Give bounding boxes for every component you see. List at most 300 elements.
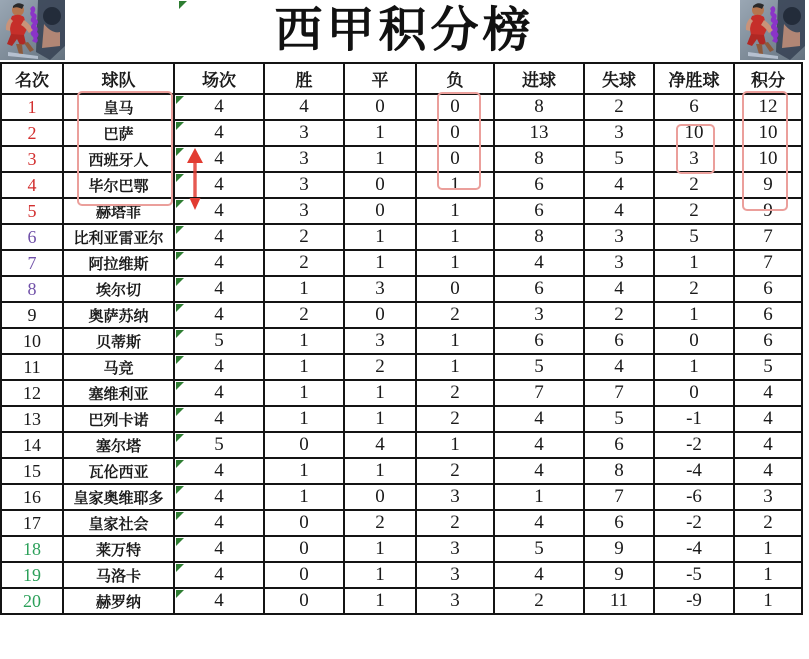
cell-losses[interactable] (416, 224, 494, 250)
cell-team[interactable] (63, 276, 174, 302)
table-row (1, 536, 802, 562)
cell-rank[interactable] (1, 224, 63, 250)
cell-goals-against[interactable] (584, 328, 654, 354)
cell-value: 4 (214, 148, 224, 169)
cell-team[interactable] (63, 562, 174, 588)
cell-losses[interactable] (416, 94, 494, 120)
cell-value: 3 (375, 278, 385, 299)
cell-draws[interactable] (344, 94, 416, 120)
cell-value: 1 (375, 408, 385, 429)
cell-points[interactable] (734, 458, 802, 484)
cell-value: 6 (763, 304, 773, 325)
cell-team[interactable] (63, 354, 174, 380)
cell-value: 0 (375, 486, 385, 507)
cell-draws[interactable] (344, 198, 416, 224)
cell-value: 1 (299, 486, 309, 507)
cell-goal-diff[interactable] (654, 406, 734, 432)
cell-wins[interactable] (264, 484, 344, 510)
cell-team[interactable] (63, 302, 174, 328)
cell-team[interactable] (63, 458, 174, 484)
cell-value: 4 (299, 96, 309, 117)
cell-played[interactable] (174, 276, 264, 302)
cell-goals-for[interactable] (494, 198, 584, 224)
cell-points[interactable] (734, 406, 802, 432)
cell-goals-for[interactable] (494, 224, 584, 250)
cell-value: 0 (450, 96, 460, 117)
cell-goal-diff[interactable] (654, 588, 734, 614)
cell-value: 6 (534, 330, 544, 351)
cell-played[interactable] (174, 328, 264, 354)
cell-points[interactable] (734, 302, 802, 328)
cell-played[interactable] (174, 536, 264, 562)
cell-wins[interactable] (264, 510, 344, 536)
header-played[interactable]: 场次 (174, 63, 264, 94)
cell-goals-against[interactable] (584, 94, 654, 120)
cell-goal-diff[interactable] (654, 458, 734, 484)
cell-value: 6 (534, 174, 544, 195)
cell-goal-diff[interactable] (654, 536, 734, 562)
cell-rank[interactable] (1, 510, 63, 536)
cell-value: 0 (375, 304, 385, 325)
cell-played[interactable] (174, 120, 264, 146)
cell-value: 0 (375, 96, 385, 117)
cell-rank[interactable] (1, 328, 63, 354)
cell-goals-against[interactable] (584, 198, 654, 224)
cell-goals-for[interactable] (494, 484, 584, 510)
cell-wins[interactable] (264, 198, 344, 224)
cell-value: 1 (299, 460, 309, 481)
cell-points[interactable] (734, 328, 802, 354)
cell-draws[interactable] (344, 484, 416, 510)
cell-team[interactable] (63, 536, 174, 562)
cell-goals-against[interactable] (584, 276, 654, 302)
cell-rank[interactable] (1, 354, 63, 380)
cell-draws[interactable] (344, 250, 416, 276)
cell-value: 0 (689, 382, 699, 403)
cell-wins[interactable] (264, 250, 344, 276)
cell-goals-for[interactable] (494, 380, 584, 406)
cell-goals-for[interactable] (494, 276, 584, 302)
cell-team[interactable] (63, 198, 174, 224)
cell-goal-diff[interactable] (654, 484, 734, 510)
cell-value: 4 (214, 252, 224, 273)
cell-goal-diff[interactable] (654, 510, 734, 536)
cell-value: 14 (23, 434, 41, 455)
cell-value: 1 (450, 356, 460, 377)
cell-goals-for[interactable] (494, 302, 584, 328)
cell-team[interactable] (63, 406, 174, 432)
cell-value: 7 (534, 382, 544, 403)
cell-value: 1 (375, 590, 385, 611)
cell-value: 1 (27, 96, 37, 117)
cell-points[interactable] (734, 380, 802, 406)
cell-draws[interactable] (344, 562, 416, 588)
cell-draws[interactable] (344, 458, 416, 484)
cell-value: 5 (27, 200, 37, 221)
cell-value: 4 (214, 122, 224, 143)
cell-value: 0 (375, 174, 385, 195)
cell-value: 4 (214, 538, 224, 559)
cell-rank[interactable] (1, 536, 63, 562)
cell-value: 7 (614, 382, 624, 403)
cell-team[interactable] (63, 432, 174, 458)
cell-goals-against[interactable] (584, 406, 654, 432)
cell-goals-for[interactable] (494, 120, 584, 146)
cell-goals-for[interactable] (494, 432, 584, 458)
cell-goals-against[interactable] (584, 484, 654, 510)
cell-points[interactable] (734, 484, 802, 510)
table-row (1, 120, 802, 146)
table-row (1, 458, 802, 484)
cell-rank[interactable] (1, 406, 63, 432)
cell-points[interactable] (734, 172, 802, 198)
cell-value: 2 (689, 200, 699, 221)
cell-losses[interactable] (416, 406, 494, 432)
cell-value: 0 (299, 512, 309, 533)
header-losses[interactable]: 负 (416, 63, 494, 94)
cell-goal-diff[interactable] (654, 276, 734, 302)
cell-points[interactable] (734, 510, 802, 536)
cell-draws[interactable] (344, 302, 416, 328)
cell-value: 5 (214, 330, 224, 351)
cell-wins[interactable] (264, 172, 344, 198)
cell-wins[interactable] (264, 380, 344, 406)
cell-rank[interactable] (1, 172, 63, 198)
cell-played[interactable] (174, 484, 264, 510)
cell-goals-for[interactable] (494, 94, 584, 120)
cell-rank[interactable] (1, 432, 63, 458)
basketball-players-art-right-icon (740, 0, 805, 60)
cell-draws[interactable] (344, 276, 416, 302)
cell-team[interactable] (63, 484, 174, 510)
cell-value: 贝蒂斯 (95, 334, 141, 351)
cell-goals-against[interactable] (584, 588, 654, 614)
cell-losses[interactable] (416, 172, 494, 198)
cell-rank[interactable] (1, 562, 63, 588)
cell-points[interactable] (734, 354, 802, 380)
cell-rank[interactable] (1, 458, 63, 484)
cell-value: 2 (763, 512, 773, 533)
cell-wins[interactable] (264, 328, 344, 354)
cell-losses[interactable] (416, 328, 494, 354)
cell-goals-against[interactable] (584, 172, 654, 198)
cell-value: 18 (23, 538, 41, 559)
cell-goals-against[interactable] (584, 250, 654, 276)
cell-goals-against[interactable] (584, 380, 654, 406)
cell-team[interactable] (63, 380, 174, 406)
cell-value: 4 (614, 174, 624, 195)
cell-goal-diff[interactable] (654, 328, 734, 354)
cell-value: 11 (23, 356, 41, 377)
cell-played[interactable] (174, 302, 264, 328)
cell-wins[interactable] (264, 146, 344, 172)
cell-goals-against[interactable] (584, 458, 654, 484)
cell-rank[interactable] (1, 302, 63, 328)
cell-goals-against[interactable] (584, 224, 654, 250)
cell-value: 3 (689, 148, 699, 169)
cell-goal-diff[interactable] (654, 354, 734, 380)
cell-wins[interactable] (264, 458, 344, 484)
cell-wins[interactable] (264, 406, 344, 432)
cell-losses[interactable] (416, 562, 494, 588)
cell-goal-diff[interactable] (654, 146, 734, 172)
header-goals-against[interactable]: 失球 (584, 63, 654, 94)
cell-rank[interactable] (1, 484, 63, 510)
cell-rank[interactable] (1, 94, 63, 120)
cell-losses[interactable] (416, 250, 494, 276)
table-row (1, 146, 802, 172)
cell-value: 3 (299, 174, 309, 195)
cell-draws[interactable] (344, 328, 416, 354)
cell-draws[interactable] (344, 224, 416, 250)
cell-goal-diff[interactable] (654, 224, 734, 250)
cell-value: 11 (609, 590, 629, 611)
cell-losses[interactable] (416, 484, 494, 510)
cell-rank[interactable] (1, 198, 63, 224)
cell-goals-for[interactable] (494, 354, 584, 380)
cell-goals-for[interactable] (494, 172, 584, 198)
cell-rank[interactable] (1, 120, 63, 146)
cell-value: 10 (23, 330, 41, 351)
cell-value: 马竞 (103, 360, 134, 377)
cell-goals-against[interactable] (584, 562, 654, 588)
cell-goals-for[interactable] (494, 536, 584, 562)
cell-wins[interactable] (264, 276, 344, 302)
cell-draws[interactable] (344, 432, 416, 458)
table-row (1, 588, 802, 614)
cell-value: 2 (27, 122, 37, 143)
header-points[interactable]: 积分 (734, 63, 802, 94)
cell-goal-diff[interactable] (654, 94, 734, 120)
cell-draws[interactable] (344, 588, 416, 614)
cell-value: -1 (686, 408, 702, 429)
cell-points[interactable] (734, 94, 802, 120)
header-draws[interactable]: 平 (344, 63, 416, 94)
cell-value: 1 (763, 564, 773, 585)
cell-value: 2 (450, 460, 460, 481)
cell-goals-for[interactable] (494, 588, 584, 614)
cell-played[interactable] (174, 458, 264, 484)
cell-draws[interactable] (344, 536, 416, 562)
cell-losses[interactable] (416, 380, 494, 406)
cell-points[interactable] (734, 198, 802, 224)
cell-draws[interactable] (344, 146, 416, 172)
cell-wins[interactable] (264, 94, 344, 120)
cell-wins[interactable] (264, 224, 344, 250)
cell-goal-diff[interactable] (654, 250, 734, 276)
cell-team[interactable] (63, 250, 174, 276)
cell-wins[interactable] (264, 432, 344, 458)
cell-played[interactable] (174, 172, 264, 198)
cell-value: 1 (689, 304, 699, 325)
cell-played[interactable] (174, 146, 264, 172)
cell-losses[interactable] (416, 198, 494, 224)
cell-value: 4 (214, 382, 224, 403)
cell-value: 1 (375, 460, 385, 481)
cell-goals-against[interactable] (584, 536, 654, 562)
cell-draws[interactable] (344, 510, 416, 536)
cell-rank[interactable] (1, 276, 63, 302)
header-goals-for[interactable]: 进球 (494, 63, 584, 94)
cell-team[interactable] (63, 328, 174, 354)
cell-value: 3 (614, 122, 624, 143)
cell-draws[interactable] (344, 354, 416, 380)
cell-value: 8 (534, 96, 544, 117)
cell-played[interactable] (174, 406, 264, 432)
header-wins[interactable]: 胜 (264, 63, 344, 94)
cell-played[interactable] (174, 250, 264, 276)
cell-goals-for[interactable] (494, 328, 584, 354)
cell-rank[interactable] (1, 380, 63, 406)
cell-goals-for[interactable] (494, 146, 584, 172)
cell-losses[interactable] (416, 302, 494, 328)
cell-goal-diff[interactable] (654, 120, 734, 146)
cell-value: 4 (763, 434, 773, 455)
cell-rank[interactable] (1, 146, 63, 172)
cell-played[interactable] (174, 198, 264, 224)
cell-goals-against[interactable] (584, 146, 654, 172)
cell-points[interactable] (734, 250, 802, 276)
cell-value: 4 (214, 408, 224, 429)
cell-value: 5 (214, 434, 224, 455)
cell-goals-for[interactable] (494, 510, 584, 536)
cell-goal-diff[interactable] (654, 302, 734, 328)
cell-goal-diff[interactable] (654, 380, 734, 406)
cell-wins[interactable] (264, 120, 344, 146)
cell-value: 10 (758, 122, 778, 143)
cell-value: 3 (534, 304, 544, 325)
cell-losses[interactable] (416, 510, 494, 536)
cell-played[interactable] (174, 432, 264, 458)
cell-value: 4 (214, 304, 224, 325)
cell-losses[interactable] (416, 536, 494, 562)
cell-points[interactable] (734, 120, 802, 146)
cell-draws[interactable] (344, 380, 416, 406)
cell-points[interactable] (734, 432, 802, 458)
cell-losses[interactable] (416, 146, 494, 172)
header-goal-diff[interactable]: 净胜球 (654, 63, 734, 94)
cell-value: 4 (214, 564, 224, 585)
cell-played[interactable] (174, 94, 264, 120)
cell-points[interactable] (734, 276, 802, 302)
cell-losses[interactable] (416, 120, 494, 146)
cell-team[interactable] (63, 224, 174, 250)
cell-draws[interactable] (344, 406, 416, 432)
standings-body (1, 94, 802, 614)
cell-value: 阿拉维斯 (88, 256, 149, 273)
cell-goals-for[interactable] (494, 406, 584, 432)
table-row (1, 432, 802, 458)
cell-value: 19 (23, 564, 41, 585)
table-row (1, 198, 802, 224)
cell-played[interactable] (174, 562, 264, 588)
cell-value: 7 (614, 486, 624, 507)
title-bar (0, 0, 809, 62)
cell-value: 1 (450, 434, 460, 455)
cell-value: 6 (614, 434, 624, 455)
cell-points[interactable] (734, 224, 802, 250)
cell-wins[interactable] (264, 562, 344, 588)
cell-played[interactable] (174, 588, 264, 614)
cell-losses[interactable] (416, 588, 494, 614)
cell-rank[interactable] (1, 250, 63, 276)
cell-wins[interactable] (264, 536, 344, 562)
cell-team[interactable] (63, 510, 174, 536)
table-row (1, 224, 802, 250)
cell-draws[interactable] (344, 120, 416, 146)
cell-value: 6 (614, 512, 624, 533)
cell-value: 6 (763, 278, 773, 299)
cell-value: 9 (27, 304, 37, 325)
cell-goals-against[interactable] (584, 354, 654, 380)
cell-value: 1 (689, 356, 699, 377)
cell-value: 0 (450, 278, 460, 299)
cell-rank[interactable] (1, 588, 63, 614)
cell-points[interactable] (734, 562, 802, 588)
cell-wins[interactable] (264, 588, 344, 614)
cell-losses[interactable] (416, 276, 494, 302)
cell-goals-for[interactable] (494, 458, 584, 484)
cell-losses[interactable] (416, 458, 494, 484)
cell-value: 2 (534, 590, 544, 611)
cell-goal-diff[interactable] (654, 198, 734, 224)
cell-value: 3 (450, 538, 460, 559)
cell-goal-diff[interactable] (654, 432, 734, 458)
cell-points[interactable] (734, 536, 802, 562)
cell-value: 4 (214, 356, 224, 377)
cell-goals-for[interactable] (494, 250, 584, 276)
cell-goal-diff[interactable] (654, 172, 734, 198)
cell-value: 1 (763, 538, 773, 559)
table-row (1, 94, 802, 120)
cell-points[interactable] (734, 146, 802, 172)
cell-goals-for[interactable] (494, 562, 584, 588)
cell-value: 2 (689, 278, 699, 299)
cell-goal-diff[interactable] (654, 562, 734, 588)
cell-value: 5 (689, 226, 699, 247)
cell-team[interactable] (63, 588, 174, 614)
cell-goals-against[interactable] (584, 302, 654, 328)
standings-table (0, 62, 803, 615)
cell-team[interactable] (63, 120, 174, 146)
cell-value: 埃尔切 (95, 282, 141, 299)
cell-losses[interactable] (416, 432, 494, 458)
cell-value: -2 (686, 434, 702, 455)
header-team[interactable]: 球队 (63, 63, 174, 94)
cell-value: -2 (686, 512, 702, 533)
cell-played[interactable] (174, 510, 264, 536)
header-rank[interactable]: 名次 (1, 63, 63, 94)
cell-points[interactable] (734, 588, 802, 614)
cell-value: 7 (763, 226, 773, 247)
cell-goals-against[interactable] (584, 432, 654, 458)
cell-played[interactable] (174, 354, 264, 380)
cell-team[interactable] (63, 172, 174, 198)
cell-value: 3 (450, 486, 460, 507)
cell-draws[interactable] (344, 172, 416, 198)
cell-wins[interactable] (264, 354, 344, 380)
cell-team[interactable] (63, 146, 174, 172)
cell-team[interactable] (63, 94, 174, 120)
table-row (1, 250, 802, 276)
cell-played[interactable] (174, 224, 264, 250)
cell-goals-against[interactable] (584, 510, 654, 536)
cell-losses[interactable] (416, 354, 494, 380)
cell-wins[interactable] (264, 302, 344, 328)
cell-goals-against[interactable] (584, 120, 654, 146)
cell-value: 0 (299, 590, 309, 611)
cell-played[interactable] (174, 380, 264, 406)
